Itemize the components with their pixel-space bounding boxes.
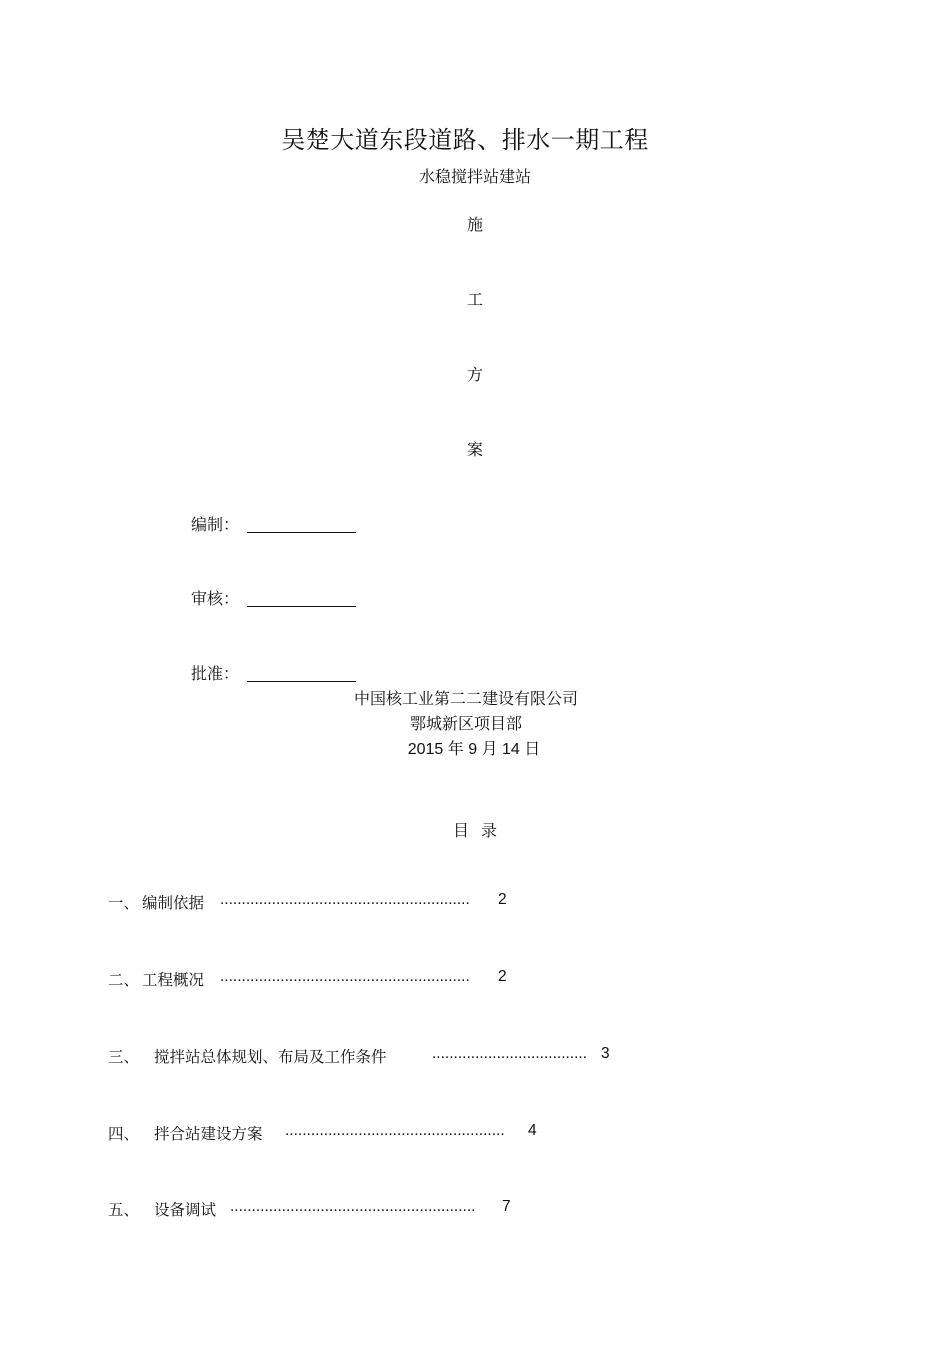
toc-entry-page: 2	[498, 891, 507, 908]
toc-entry-number: 四、	[108, 1125, 140, 1143]
signature-line	[247, 606, 356, 607]
toc-entry-title: 编制依据	[142, 894, 205, 912]
toc-entry-leader: ...................................................	[285, 1122, 505, 1139]
toc-entry-number: 一、	[108, 894, 140, 912]
vertical-title-char-4: 案	[466, 440, 483, 459]
signature-line	[247, 532, 356, 533]
toc-entry-leader: ..........................................................	[220, 891, 470, 908]
toc-title-char: 目	[452, 821, 469, 840]
document-date: 2015 年 9 月 14 日	[407, 741, 541, 758]
document-subtitle: 水稳搅拌站建站	[418, 167, 531, 186]
document-title: 吴楚大道东段道路、排水一期工程	[281, 126, 649, 154]
toc-entry-page: 2	[498, 968, 507, 985]
toc-entry-page: 4	[528, 1122, 537, 1139]
company-name: 中国核工业第二二建设有限公司	[353, 689, 578, 708]
vertical-title-char-1: 施	[466, 215, 483, 234]
toc-entry-number: 二、	[108, 971, 140, 989]
signature-line	[247, 681, 356, 682]
toc-entry-number: 三、	[108, 1048, 140, 1066]
signature-label: 审核：	[191, 589, 240, 608]
toc-title-char: 录	[481, 821, 498, 840]
department-name: 鄂城新区项目部	[409, 714, 522, 733]
toc-entry-title: 拌合站建设方案	[154, 1125, 263, 1143]
toc-entry-leader: ....................................	[432, 1045, 588, 1062]
vertical-title-char-2: 工	[466, 290, 483, 309]
toc-entry-leader: ..........................................................	[220, 968, 470, 985]
toc-title	[0, 818, 950, 841]
toc-entry-title: 搅拌站总体规划、布局及工作条件	[154, 1048, 387, 1066]
toc-entry-page: 3	[601, 1045, 610, 1062]
signature-label: 批准：	[191, 664, 240, 683]
vertical-title-char-3: 方	[466, 365, 483, 384]
toc-entry-number: 五、	[108, 1201, 140, 1219]
toc-entry-page: 7	[502, 1198, 511, 1215]
toc-entry-title: 设备调试	[154, 1201, 217, 1219]
signature-label: 编制：	[191, 515, 240, 534]
toc-entry-leader: .........................................................	[230, 1198, 476, 1215]
toc-entry-title: 工程概况	[142, 971, 205, 989]
